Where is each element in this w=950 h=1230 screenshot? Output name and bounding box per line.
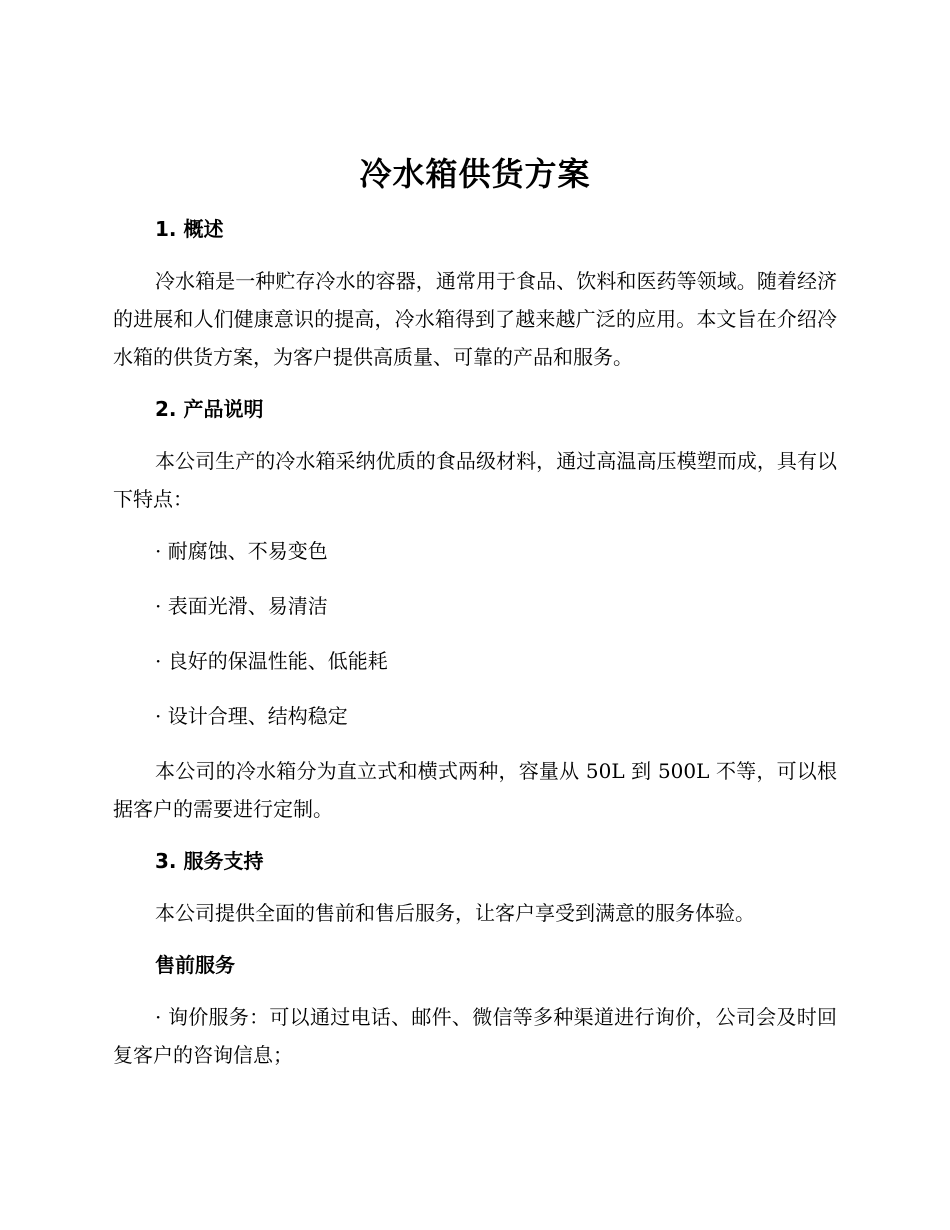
product-closing-paragraph: 本公司的冷水箱分为直立式和横式两种，容量从 50L 到 500L 不等，可以根据客户的需要进行定制。 [113, 759, 837, 821]
section-heading-service: 3. 服务支持 [155, 849, 264, 873]
service-intro-paragraph: 本公司提供全面的售前和售后服务，让客户享受到满意的服务体验。 [155, 901, 755, 925]
product-feature-item: · 设计合理、结构稳定 [155, 704, 348, 728]
section-heading-overview: 1. 概述 [155, 217, 224, 241]
product-feature-item: · 耐腐蚀、不易变色 [155, 539, 328, 563]
document-title: 冷水箱供货方案 [359, 155, 591, 193]
section-heading-presales: 售前服务 [155, 953, 235, 977]
document-body [113, 150, 837, 1088]
section-heading-product: 2. 产品说明 [155, 397, 264, 421]
overview-paragraph: 冷水箱是一种贮存冷水的容器，通常用于食品、饮料和医药等领域。随着经济的进展和人们健康意识的提高，冷水箱得到了越来越广泛的应用。本文旨在介绍冷水箱的供货方案，为客户提供高质量、可靠的产品和服务。 [113, 269, 837, 369]
product-intro-paragraph: 本公司生产的冷水箱采纳优质的食品级材料，通过高温高压模塑而成，具有以下特点： [113, 449, 837, 511]
presales-item: · 询价服务：可以通过电话、邮件、微信等多种渠道进行询价，公司会及时回复客户的咨询信息； [113, 1005, 837, 1067]
product-feature-item: · 良好的保温性能、低能耗 [155, 649, 388, 673]
product-feature-item: · 表面光滑、易清洁 [155, 594, 328, 618]
